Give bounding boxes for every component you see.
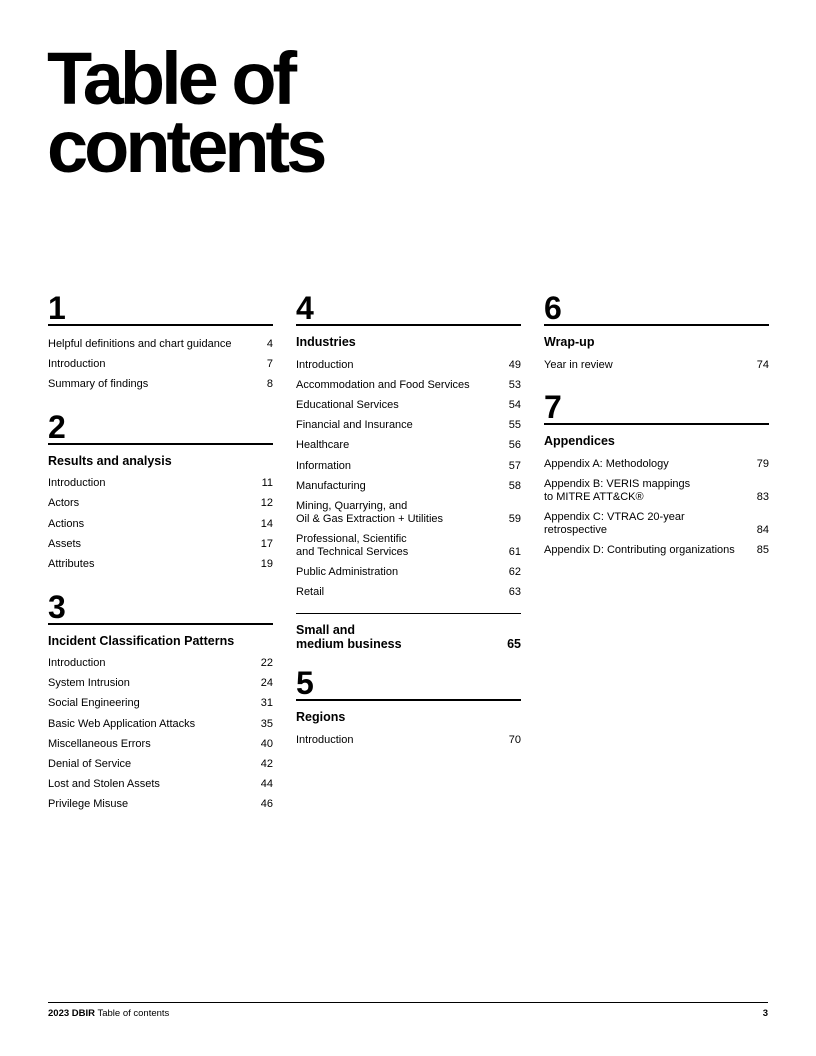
entry-page: 55 xyxy=(508,419,521,432)
entry-page: 53 xyxy=(508,378,521,391)
entry-label: Lost and Stolen Assets xyxy=(48,778,160,791)
entry-label: Denial of Service xyxy=(48,758,132,771)
entry-page: 8 xyxy=(266,377,273,390)
footer-label xyxy=(48,1008,169,1019)
section-3 xyxy=(48,589,273,816)
entry-label: Appendix C: VTRAC 20-year retrospective xyxy=(544,511,685,537)
entry-label: Healthcare xyxy=(296,439,350,452)
section-entries xyxy=(544,454,769,561)
section-entries xyxy=(48,654,273,816)
entry-label: System Intrusion xyxy=(48,677,130,690)
toc-entry[interactable] xyxy=(48,775,273,795)
toc-entry[interactable] xyxy=(296,496,521,529)
page-number: 3 xyxy=(762,1008,768,1019)
toc-entry[interactable] xyxy=(296,476,521,496)
entry-page: 54 xyxy=(508,398,521,411)
footer-section: Table of contents xyxy=(97,1008,170,1019)
entry-label: Small and medium business xyxy=(296,623,402,652)
entry-page: 49 xyxy=(508,358,521,371)
toc-entry-small-medium-business[interactable] xyxy=(296,623,521,651)
toc-entry[interactable] xyxy=(48,734,273,754)
toc-entry[interactable] xyxy=(544,474,769,507)
toc-entry[interactable] xyxy=(48,514,273,534)
toc-entry[interactable] xyxy=(544,355,769,375)
entry-page: 56 xyxy=(508,439,521,452)
entry-page: 44 xyxy=(260,778,273,791)
toc-entry[interactable] xyxy=(48,374,273,394)
entry-label: Public Administration xyxy=(296,566,399,579)
section-number: 3 xyxy=(48,589,273,625)
toc-column-1 xyxy=(48,290,273,829)
title-line-1: Table of xyxy=(47,37,294,120)
entry-label: Mining, Quarrying, and Oil & Gas Extraction + Utilities xyxy=(296,499,444,525)
entry-label: Basic Web Application Attacks xyxy=(48,717,196,730)
section-5 xyxy=(296,665,521,750)
entry-label: Summary of findings xyxy=(48,377,149,390)
section-entries xyxy=(544,355,769,375)
toc-entry[interactable] xyxy=(296,730,521,750)
section-number: 4 xyxy=(296,290,521,326)
section-4 xyxy=(296,290,521,651)
entry-page: 24 xyxy=(260,677,273,690)
entry-page: 12 xyxy=(260,497,273,510)
toc-entry[interactable] xyxy=(544,454,769,474)
entry-label: Introduction xyxy=(296,358,354,371)
section-entries xyxy=(296,355,521,603)
entry-label: Privilege Misuse xyxy=(48,798,129,811)
section-title: Regions xyxy=(296,710,346,725)
entry-label: Actors xyxy=(48,497,80,510)
section-title: Incident Classification Patterns xyxy=(48,633,235,648)
entry-page: 4 xyxy=(266,337,273,350)
toc-entry[interactable] xyxy=(296,416,521,436)
toc-entry[interactable] xyxy=(296,583,521,603)
section-entries xyxy=(48,474,273,575)
toc-entry[interactable] xyxy=(296,436,521,456)
footer-report: 2023 DBIR xyxy=(48,1008,95,1019)
section-2 xyxy=(48,409,273,575)
entry-page: 65 xyxy=(507,637,521,652)
entry-page: 57 xyxy=(508,459,521,472)
entry-page: 7 xyxy=(266,357,273,370)
entry-label: Appendix B: VERIS mappings to MITRE ATT&CK® xyxy=(544,477,691,503)
entry-page: 40 xyxy=(260,737,273,750)
page-footer xyxy=(48,1002,768,1019)
entry-page: 22 xyxy=(260,657,273,670)
toc-entry[interactable] xyxy=(48,554,273,574)
toc-column-3 xyxy=(544,290,769,575)
section-number: 1 xyxy=(48,290,273,326)
toc-entry[interactable] xyxy=(296,563,521,583)
section-title: Appendices xyxy=(544,434,615,449)
entry-page: 42 xyxy=(260,758,273,771)
entry-page: 17 xyxy=(260,537,273,550)
toc-entry[interactable] xyxy=(48,334,273,354)
toc-entry[interactable] xyxy=(296,395,521,415)
entry-label: Actions xyxy=(48,517,85,530)
section-title: Industries xyxy=(296,335,356,349)
entry-page: 84 xyxy=(756,524,769,537)
entry-page: 83 xyxy=(756,490,769,503)
section-7 xyxy=(544,389,769,561)
entry-page: 62 xyxy=(508,566,521,579)
entry-label: Accommodation and Food Services xyxy=(296,378,470,391)
toc-entry[interactable] xyxy=(296,530,521,563)
toc-entry[interactable] xyxy=(296,355,521,375)
entry-page: 79 xyxy=(756,457,769,470)
entry-label: Professional, Scientific and Technical Services xyxy=(296,533,409,559)
entry-label: Appendix A: Methodology xyxy=(544,457,669,470)
section-number: 6 xyxy=(544,290,769,326)
section-number: 7 xyxy=(544,389,769,425)
toc-entry[interactable] xyxy=(296,456,521,476)
toc-entry[interactable] xyxy=(48,494,273,514)
title-line-2: contents xyxy=(47,105,324,188)
entry-label: Introduction xyxy=(48,477,106,490)
entry-label: Helpful definitions and chart guidance xyxy=(48,337,232,350)
section-number: 5 xyxy=(296,665,521,701)
section-title: Wrap-up xyxy=(544,335,595,349)
entry-page: 14 xyxy=(260,517,273,530)
entry-page: 31 xyxy=(260,697,273,710)
entry-page: 70 xyxy=(508,733,521,746)
toc-entry[interactable] xyxy=(48,795,273,815)
entry-label: Educational Services xyxy=(296,398,399,411)
entry-label: Information xyxy=(296,459,352,472)
toc-entry[interactable] xyxy=(544,508,769,541)
entry-label: Introduction xyxy=(296,733,354,746)
entry-page: 59 xyxy=(508,512,521,525)
section-entries xyxy=(296,730,521,750)
toc-entry[interactable] xyxy=(48,534,273,554)
toc-column-2 xyxy=(296,290,521,764)
entry-label: Attributes xyxy=(48,557,95,570)
toc-entry[interactable] xyxy=(48,754,273,774)
section-entries xyxy=(48,334,273,395)
entry-page: 46 xyxy=(260,798,273,811)
toc-entry[interactable] xyxy=(296,375,521,395)
section-number: 2 xyxy=(48,409,273,445)
page-title xyxy=(47,37,324,188)
entry-page: 63 xyxy=(508,586,521,599)
toc-entry[interactable] xyxy=(48,474,273,494)
entry-label: Financial and Insurance xyxy=(296,419,413,432)
entry-page: 74 xyxy=(756,358,769,371)
entry-page: 61 xyxy=(508,546,521,559)
toc-entry[interactable] xyxy=(48,674,273,694)
entry-label: Year in review xyxy=(544,358,613,371)
entry-label: Introduction xyxy=(48,357,106,370)
entry-label: Appendix D: Contributing organizations xyxy=(544,544,735,557)
toc-entry[interactable] xyxy=(544,541,769,561)
divider xyxy=(296,613,521,651)
entry-page: 35 xyxy=(260,717,273,730)
section-6 xyxy=(544,290,769,375)
section-1 xyxy=(48,290,273,395)
entry-label: Introduction xyxy=(48,657,106,670)
toc-entry[interactable] xyxy=(48,354,273,374)
entry-page: 85 xyxy=(756,544,769,557)
section-title: Results and analysis xyxy=(48,453,172,468)
entry-label: Retail xyxy=(296,586,325,599)
entry-label: Miscellaneous Errors xyxy=(48,737,151,750)
entry-label: Social Engineering xyxy=(48,697,140,710)
toc-entry[interactable] xyxy=(48,714,273,734)
entry-label: Manufacturing xyxy=(296,479,366,492)
toc-entry[interactable] xyxy=(48,694,273,714)
toc-entry[interactable] xyxy=(48,654,273,674)
entry-page: 58 xyxy=(508,479,521,492)
entry-page: 11 xyxy=(261,477,273,490)
entry-label: Assets xyxy=(48,537,82,550)
entry-page: 19 xyxy=(260,557,273,570)
